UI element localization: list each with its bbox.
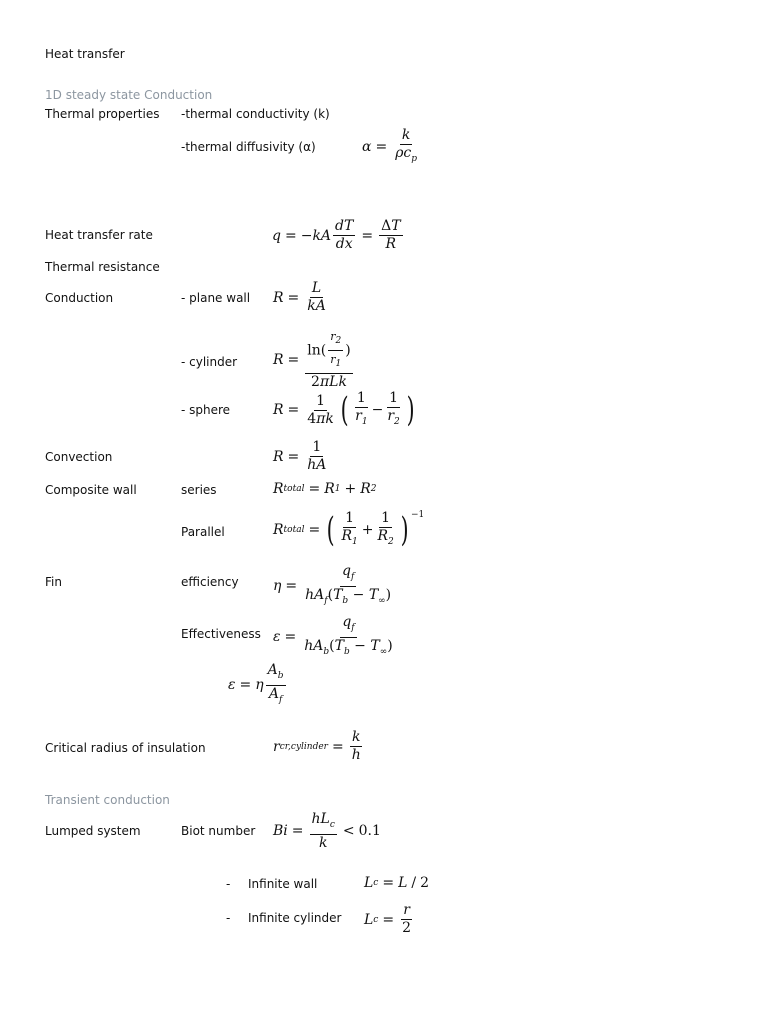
label-biot-number: Biot number	[181, 824, 256, 838]
bullet-dash: -	[226, 877, 231, 891]
equation-thermal-diffusivity: α = $\frac{k}{\rho c_p}$	[362, 127, 418, 164]
label-efficiency: efficiency	[181, 575, 239, 589]
label-thermal-conductivity: -thermal conductivity (k)	[181, 107, 330, 121]
label-critical-radius: Critical radius of insulation	[45, 741, 206, 755]
bullet-dash: -	[226, 911, 231, 925]
equation-effectiveness-efficiency-relation: ε = η $\frac{A_b}{A_f}$	[228, 662, 284, 705]
section-heading-steady-conduction: 1D steady state Conduction	[45, 88, 213, 102]
equation-sphere-resistance: R = $\frac{1}{4\pi k}$ ( $\frac{1}{r_1}$ − $\frac{1}{r_2}$ )	[273, 390, 415, 431]
equation-series-resistance: R total = R 1 + R 2	[273, 481, 377, 497]
label-sphere: - sphere	[181, 403, 231, 417]
label-thermal-resistance: Thermal resistance	[45, 260, 160, 274]
label-series: series	[181, 483, 217, 497]
label-heat-transfer-rate: Heat transfer rate	[45, 228, 153, 242]
section-heading-transient: Transient conduction	[45, 793, 170, 807]
label-cylinder: - cylinder	[181, 355, 238, 369]
label-conduction: Conduction	[45, 291, 114, 305]
label-convection: Convection	[45, 450, 113, 464]
label-infinite-wall: Infinite wall	[248, 877, 318, 891]
label-effectiveness: Effectiveness	[181, 627, 261, 641]
equation-convection-resistance: R = $\frac{1}{hA}$	[273, 439, 327, 473]
label-composite-wall: Composite wall	[45, 483, 137, 497]
label-fin: Fin	[45, 575, 62, 589]
equation-fin-efficiency: η = $\frac{q_f}{hA_f(T_b - T_\infty)}$	[273, 563, 392, 606]
label-thermal-diffusivity: -thermal diffusivity (α)	[181, 140, 316, 154]
equation-heat-transfer-rate: q = − kA $\frac{dT}{dx}$ = $\frac{\Delta T}{R}$	[272, 218, 401, 252]
equation-fin-effectiveness: ε = $\frac{q_f}{hA_b(T_b - T_\infty)}$	[273, 614, 393, 657]
equation-critical-radius: r cr,cylinder = $\frac{k}{h}$	[273, 729, 361, 763]
equation-plane-wall-resistance: R = $\frac{L}{kA}$	[273, 280, 326, 314]
equation-cylinder-resistance: R = ln( $\frac{r_2}{r_1}$ ) 2πLk	[273, 330, 351, 391]
label-lumped-system: Lumped system	[45, 824, 141, 838]
equation-biot-number: Bi = $\frac{hL_c}{k}$ < 0.1	[273, 811, 381, 851]
label-infinite-cylinder: Infinite cylinder	[248, 911, 342, 925]
equation-parallel-resistance: R total = ( $\frac{1}{R_1}$ + $\frac{1}{R_2}$ ) $^{-1}$	[273, 510, 425, 551]
equation-characteristic-length-wall: L c = L / 2	[364, 875, 430, 891]
page-title: Heat transfer	[45, 47, 125, 61]
label-parallel: Parallel	[181, 525, 225, 539]
label-plane-wall: - plane wall	[181, 291, 251, 305]
label-thermal-properties: Thermal properties	[45, 107, 160, 121]
equation-characteristic-length-cylinder: L c = $\frac{r}{2}$	[364, 902, 411, 936]
